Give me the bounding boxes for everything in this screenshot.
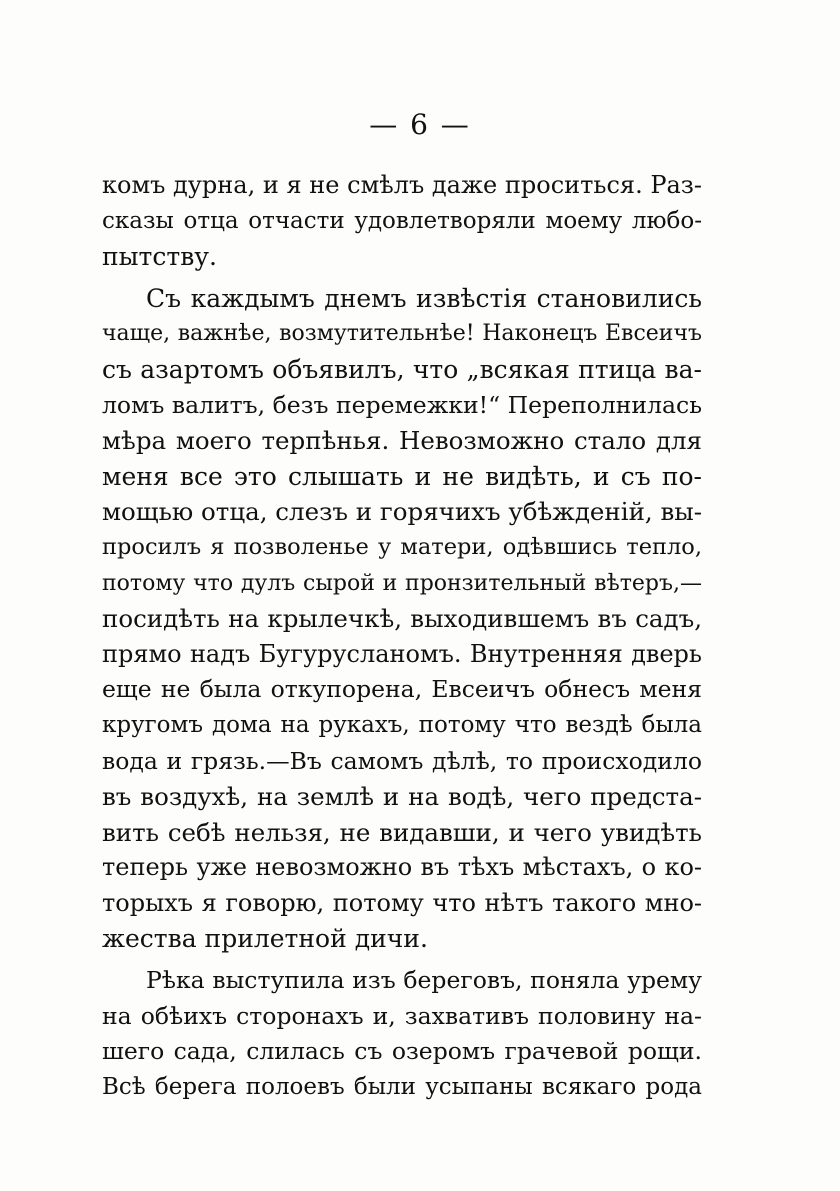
text-line: ломъ валитъ, безъ перемежки!“ Переполнилась [102, 390, 702, 419]
text-line: вода и грязь.—Въ самомъ дѣлѣ, то происходило [102, 746, 702, 775]
text-line: посидѣть на крылечкѣ, выходившемъ въ садъ, [102, 604, 702, 634]
text-line: еще не была откупорена, Евсеичъ обнесъ меня [102, 675, 702, 704]
text-line: Всѣ берега полоевъ были усыпаны всякаго рода [102, 1073, 702, 1100]
text-line: меня все это слышать и не видѣть, и съ по- [102, 461, 702, 491]
text-line: теперь уже невозможно въ тѣхъ мѣстахъ, о ко- [102, 853, 702, 882]
text-line: прямо надъ Бугурусланомъ. Внутренняя дверь [102, 639, 702, 668]
paragraph-2 [102, 281, 702, 957]
text-line: просилъ я позволенье у матери, одѣвшись тепло, [102, 533, 702, 560]
text-line: жества прилетной дичи. [102, 924, 428, 954]
text-line: чаще, важнѣе, возмутительнѣе! Наконецъ Евсеичъ [102, 321, 702, 347]
text-line: кругомъ дома на рукахъ, потому что вездѣ была [102, 711, 702, 738]
page-number: — 6 — [369, 108, 471, 141]
text-line: потому что дулъ сырой и пронзительный вѣтеръ,— [102, 570, 702, 596]
text-line: вить себѣ нельзя, не видавши, и чего увидѣть [102, 817, 702, 847]
paragraph-1 [102, 168, 702, 275]
text-line: пытству. [102, 242, 217, 272]
text-line: сказы отца отчасти удовлетворяли моему любо- [102, 207, 702, 234]
text-line: торыхъ я говорю, потому что нѣтъ такого мно- [102, 888, 702, 917]
body-text [102, 168, 702, 1105]
text-line: Съ каждымъ днемъ извѣстія становились [146, 283, 702, 313]
text-line: комъ дурна, и я не смѣлъ даже проситься. Раз- [102, 171, 702, 199]
paragraph-3 [102, 963, 702, 1105]
text-line: Рѣка выступила изъ береговъ, поняла урему [146, 966, 702, 995]
text-line: шего сада, слилась съ озеромъ грачевой рощи. [102, 1037, 702, 1066]
text-line: мощью отца, слезъ и горячихъ убѣжденій, вы- [102, 497, 703, 527]
text-line: въ воздухѣ, на землѣ и на водѣ, чего предста- [102, 782, 702, 812]
text-line: съ азартомъ объявилъ, что „всякая птица ва- [102, 354, 702, 384]
text-line: на обѣихъ сторонахъ и, захвативъ половину на- [102, 1001, 702, 1030]
text-line: мѣра моего терпѣнья. Невозможно стало для [102, 426, 702, 456]
